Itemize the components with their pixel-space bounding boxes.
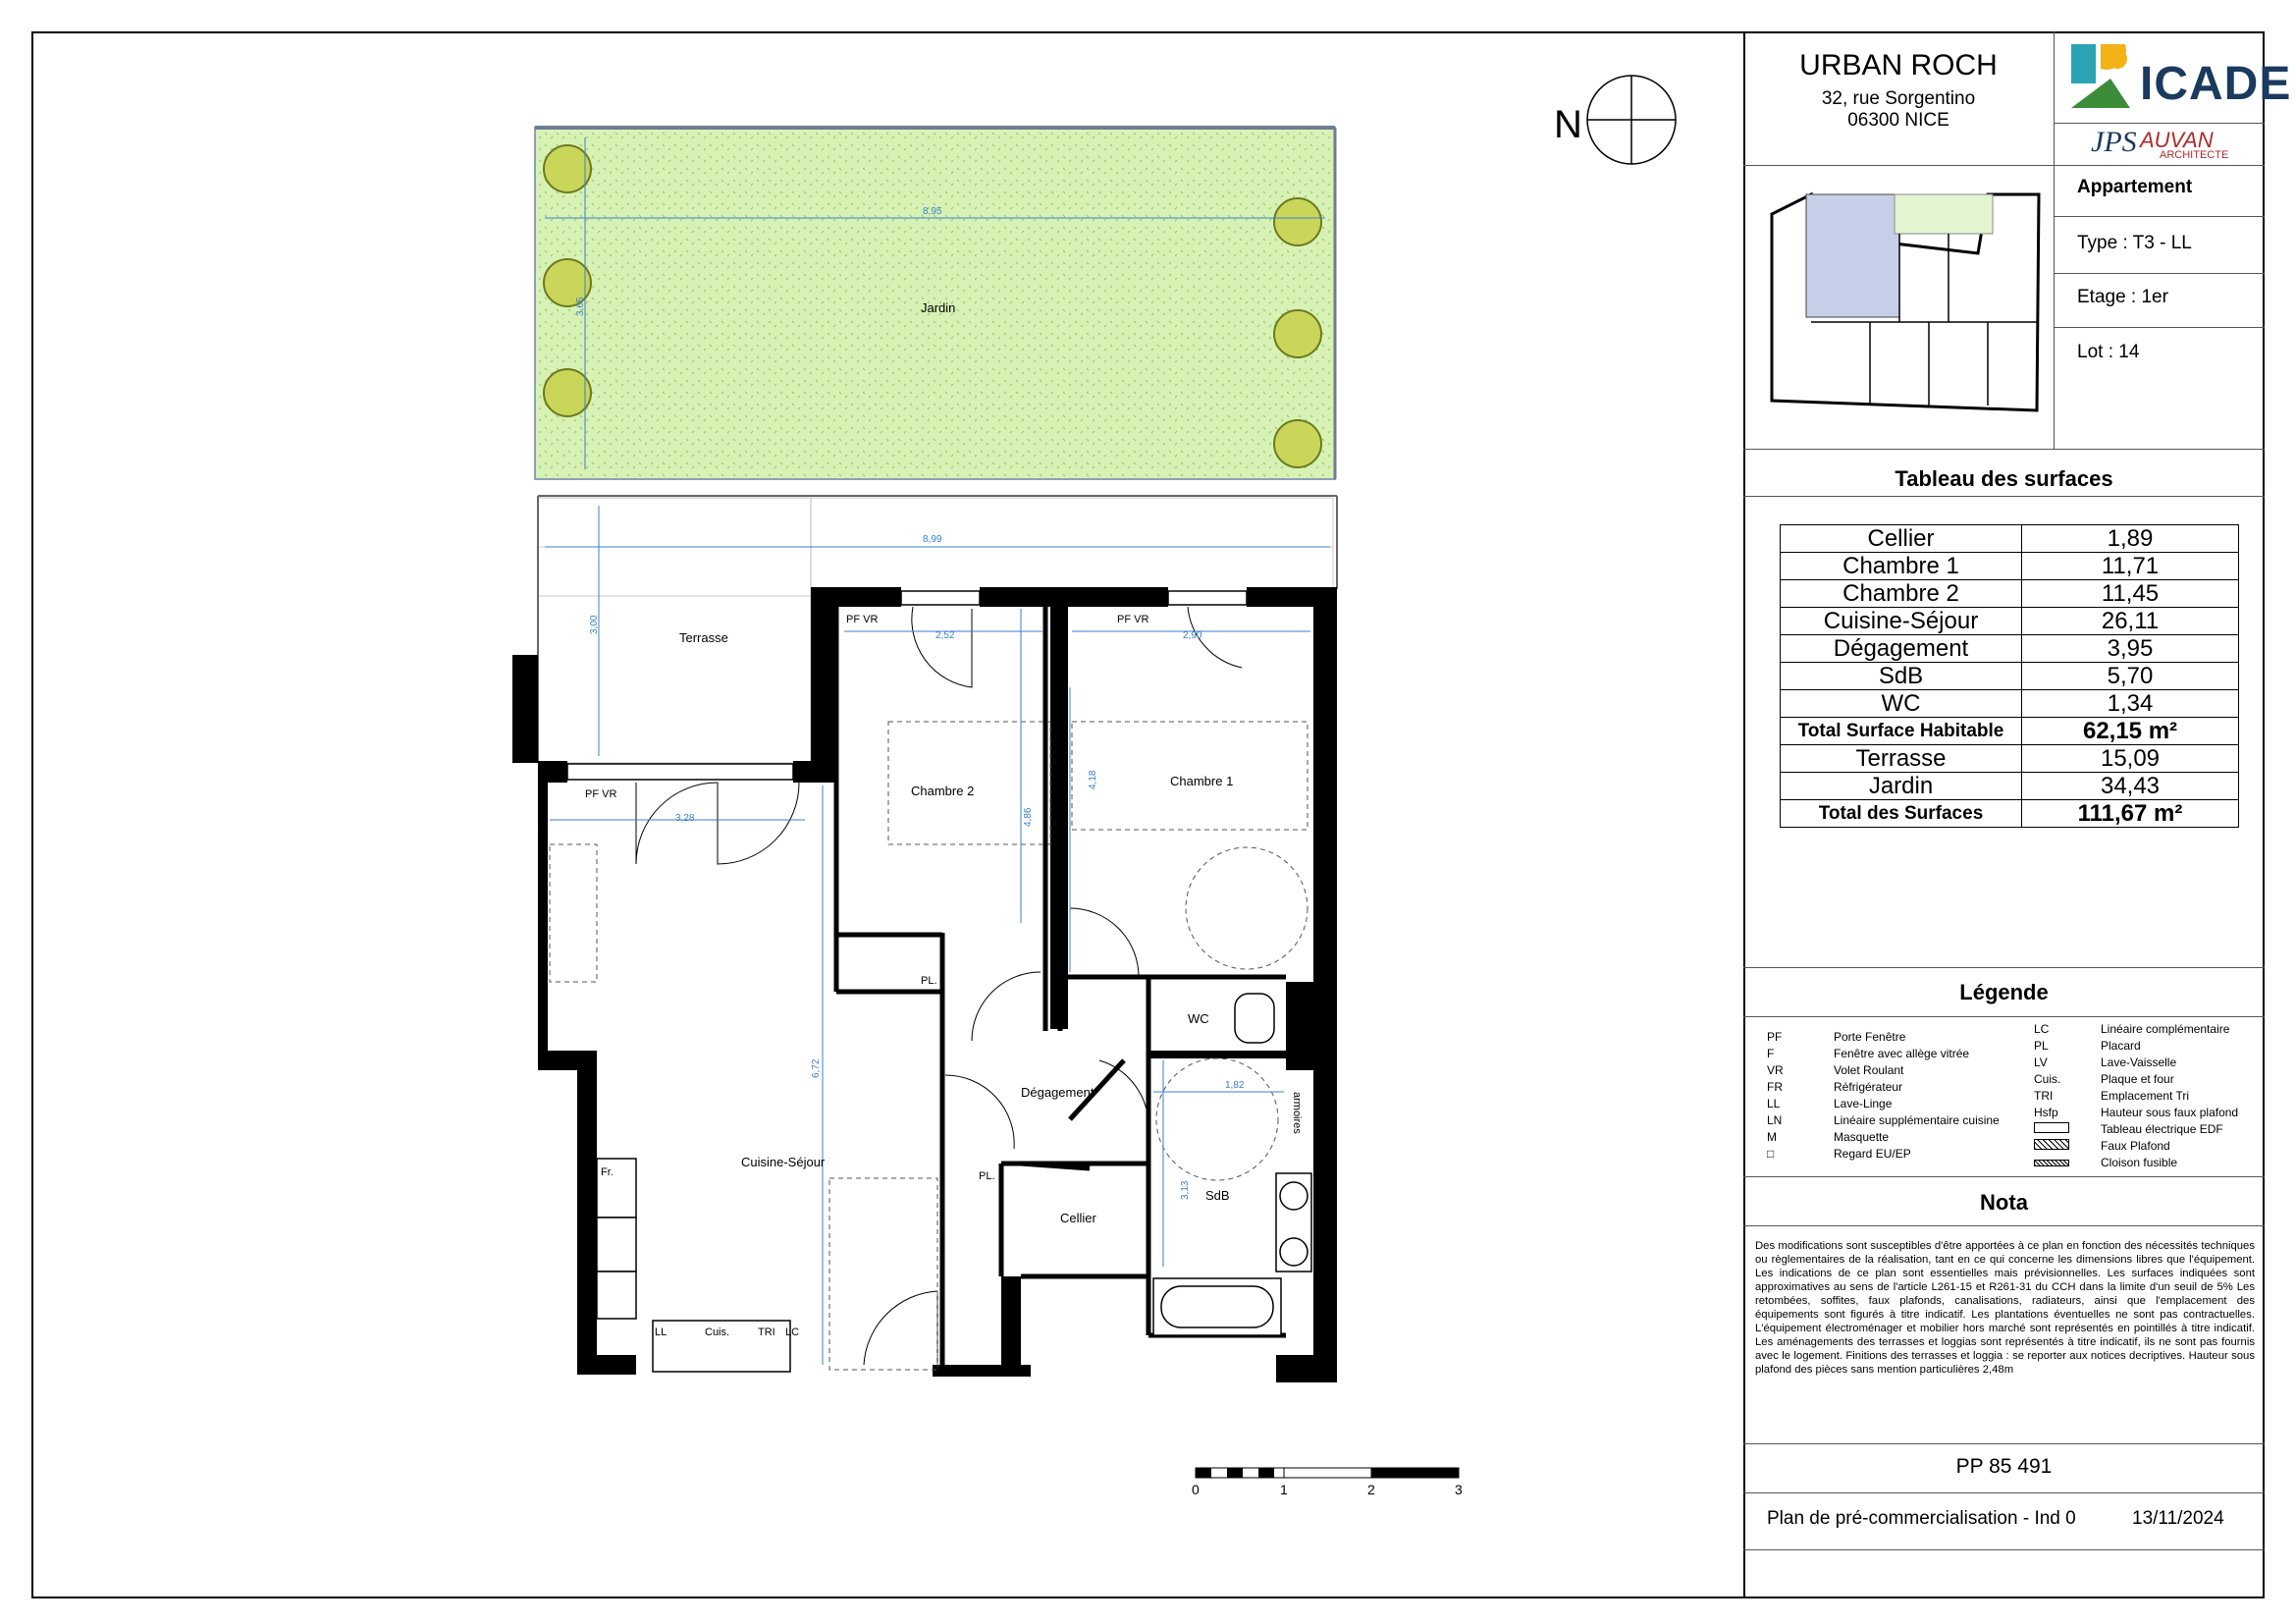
legend-codes-right: LC PL LV Cuis. TRI Hsfp — [2034, 1021, 2083, 1171]
table-row: SdB 5,70 — [1781, 663, 2239, 690]
dim-terrasse-width: 8,99 — [923, 534, 942, 545]
project-name: URBAN ROCH — [1799, 49, 1998, 81]
key-plan — [1752, 175, 2047, 430]
dim-jardin-width: 8,95 — [923, 206, 942, 217]
legend-codes-left: PF F VR FR LL LN M □ — [1767, 1030, 1784, 1161]
pfvr-label: PF VR — [585, 788, 617, 800]
compass-icon — [1587, 76, 1676, 164]
total-habitable-row: Total Surface Habitable 62,15 m² — [1781, 718, 2239, 745]
table-row: Terrasse 15,09 — [1781, 745, 2239, 773]
tree-icon — [1274, 420, 1321, 467]
room-label-wc: WC — [1188, 1011, 1209, 1026]
pfvr-label: PF VR — [1117, 614, 1149, 625]
lave-linge-label: LL — [655, 1326, 667, 1338]
table-row: Chambre 1 11,71 — [1781, 553, 2239, 580]
compass-north-label: N — [1554, 103, 1582, 146]
reference-number: PP 85 491 — [1955, 1455, 2053, 1478]
scale-label: 0 — [1192, 1482, 1200, 1497]
tree-icon — [544, 369, 591, 416]
apartment-type: Type : T3 - LL — [2077, 233, 2192, 253]
table-row: Cellier 1,89 — [1781, 525, 2239, 553]
cuisson-label: Cuis. — [705, 1326, 730, 1338]
fridge-label: Fr. — [601, 1166, 614, 1178]
dim-terrasse-height: 3,00 — [589, 615, 600, 634]
surfaces-table — [1780, 524, 2239, 828]
pfvr-label: PF VR — [846, 614, 879, 625]
apartment-heading: Appartement — [2077, 177, 2193, 197]
room-label-cuisine-sejour: Cuisine-Séjour — [741, 1155, 826, 1169]
room-label-degagement: Dégagement — [1021, 1085, 1095, 1100]
kitchen-fixtures — [597, 1159, 790, 1372]
apartment-lot: Lot : 14 — [2077, 342, 2140, 362]
table-row: Dégagement 3,95 — [1781, 635, 2239, 663]
tree-icon — [544, 145, 591, 192]
lc-label: LC — [785, 1326, 800, 1338]
plan-status: Plan de pré-commercialisation - Ind 0 — [1767, 1508, 2076, 1529]
project-address-line2: 06300 NICE — [1847, 110, 1949, 131]
surfaces-title: Tableau des surfaces — [1895, 466, 2113, 491]
icade-logo-text: ICADE — [2140, 58, 2292, 110]
legend-texts-right: Linéaire complémentaire Placard Lave-Vaisselle Plaque et four Emplacement Tri Hauteur sous faux plafond Tableau électrique EDF Faux Plafond Cloison fusible — [2101, 1022, 2239, 1169]
room-label-chambre1: Chambre 1 — [1170, 774, 1234, 788]
table-row: Jardin 34,43 — [1781, 773, 2239, 800]
room-label-chambre2: Chambre 2 — [911, 784, 975, 798]
cloison-fusible-icon — [2034, 1160, 2069, 1166]
table-row: WC 1,34 — [1781, 690, 2239, 718]
dim-ch1-height: 4,18 — [1088, 770, 1098, 789]
dim-sejour-height: 6,72 — [811, 1058, 822, 1078]
scale-label: 3 — [1455, 1482, 1463, 1497]
table-row: Chambre 2 11,45 — [1781, 580, 2239, 608]
tree-icon — [1274, 310, 1321, 357]
apartment-floor: Etage : 1er — [2077, 287, 2168, 307]
total-surfaces-row: Total des Surfaces 111,67 m² — [1781, 800, 2239, 828]
room-label-sdb: SdB — [1205, 1188, 1230, 1203]
scale-label: 1 — [1280, 1482, 1288, 1497]
tri-label: TRI — [758, 1326, 775, 1338]
legend-texts-left: Porte Fenêtre Fenêtre avec allège vitrée Volet Roulant Réfrigérateur Lave-Linge Linéaire supplémentaire cuisine Masquette Regard EU/EP — [1834, 1030, 2000, 1161]
nota-text: Des modifications sont susceptibles d'être apportées à ce plan en fonction des nécessités techniques ou règlementaires de la réalisation, tant en ce qui concerne les dimensions libres que l'équipement. Les indications de ce plan sont essentielles mais prévisionnelles. Les surfaces indiquées sont approximatives au sens de l'article L261-15 et R261-31 du CCH dans la limite d'un seuil de 5% Les retombées, soffites, faux plafonds, canalisations, radiateurs, ainsi que l'emplacement des équipements sont figurés à titre indicatif. Les plantations éventuelles ne sont pas contractuelles. L'équipement électroménager et mobilier hors marché sont représentés en pointillés à titre indicatif. Les aménagements des terrasses et loggias sont représentés à titre indicatif, ils ne sont pas fournis avec le logement. Finitions des terrasses et loggia : se reporter aux notices decriptives. Hauteur sous plafond des pièces sans mention particulières 2,48m — [1755, 1240, 2255, 1376]
dim-ch2-width: 2,52 — [935, 630, 955, 641]
dim-sdb-height: 3,13 — [1180, 1180, 1191, 1200]
plan-date: 13/11/2024 — [2132, 1508, 2224, 1529]
project-address-line1: 32, rue Sorgentino — [1821, 88, 1976, 109]
room-label-jardin: Jardin — [921, 300, 956, 315]
scale-label: 2 — [1367, 1482, 1375, 1497]
dim-sejour-width: 3,28 — [675, 813, 695, 824]
architect-logo-sub: ARCHITECTE — [2160, 149, 2229, 161]
armoire-label: armoires — [1291, 1092, 1303, 1134]
dim-ch1-width: 2,90 — [1183, 630, 1202, 641]
room-label-cellier: Cellier — [1060, 1211, 1096, 1225]
partitions — [836, 607, 1286, 1375]
faux-plafond-icon — [2034, 1139, 2069, 1150]
dim-ch2-height: 4,86 — [1023, 807, 1034, 827]
dim-sdb-width: 1,82 — [1225, 1080, 1245, 1091]
tree-icon — [1274, 198, 1321, 245]
legend-title: Légende — [1959, 980, 2049, 1004]
dim-jardin-height: 3,65 — [575, 297, 586, 316]
placard-label: PL. — [979, 1170, 995, 1182]
scale-bar — [1196, 1468, 1459, 1478]
placard-label: PL. — [921, 975, 937, 987]
room-label-terrasse: Terrasse — [679, 630, 728, 645]
furniture-outline — [550, 722, 1308, 1370]
nota-title: Nota — [1980, 1190, 2028, 1215]
table-row: Cuisine-Séjour 26,11 — [1781, 608, 2239, 635]
tableau-edf-icon — [2034, 1122, 2069, 1133]
architect-logo-name: AUVAN — [2140, 128, 2214, 152]
architect-logo-main: JPS — [2091, 126, 2137, 158]
